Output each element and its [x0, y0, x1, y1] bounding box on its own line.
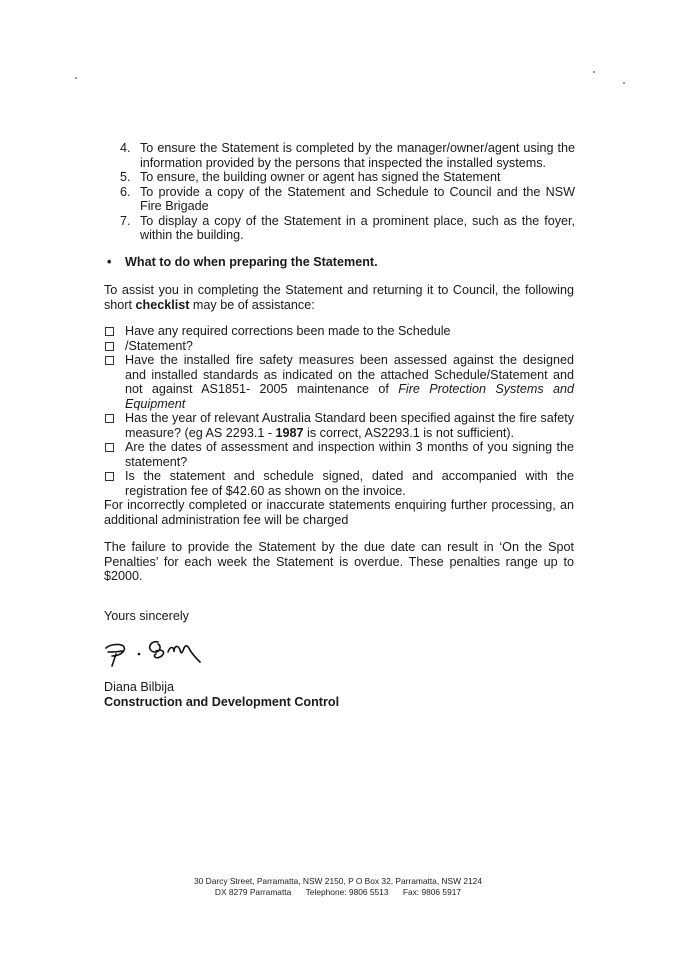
checklist-item: [104, 324, 574, 339]
admin-fee-paragraph: For incorrectly completed or inaccurate statements enquiring further processing, an additional administration fee will be charged: [104, 498, 574, 527]
checkbox-icon: [105, 443, 114, 452]
scan-speck: [75, 77, 77, 79]
list-item: [120, 185, 575, 214]
closing-salutation: Yours sincerely: [104, 609, 189, 623]
footer-address: 30 Darcy Street, Parramatta, NSW 2150, P O Box 32, Parramatta, NSW 2124: [194, 876, 482, 886]
list-text: To provide a copy of the Statement and Schedule to Council and the NSW Fire Brigade: [140, 184, 575, 213]
page-footer: [0, 876, 676, 898]
list-text: To ensure the Statement is completed by the manager/owner/agent using the information provided by the persons that inspected the installed systems.: [140, 141, 575, 170]
checklist-text: Have the installed fire safety measures been assessed against the designed and installed standards as indicated on the attached Schedule/Statement and not against AS1851- 2005 maintenance of: [125, 353, 574, 396]
checkbox-icon: [105, 472, 114, 481]
intro-bold-text: checklist: [135, 297, 190, 312]
checklist-text: /Statement?: [125, 338, 193, 353]
footer-telephone: Telephone: 9806 5513: [305, 887, 389, 897]
bullet-icon: •: [107, 255, 112, 269]
checkbox-icon: [105, 342, 114, 351]
list-item: [120, 214, 575, 243]
checklist-bold-text: 1987: [275, 425, 304, 440]
footer-contact-line: [0, 887, 676, 898]
checklist-item: [104, 440, 574, 469]
intro-text-end: may be of assistance:: [189, 297, 315, 312]
checklist: [104, 324, 574, 498]
footer-fax: Fax: 9806 5917: [402, 887, 462, 897]
scan-speck: [593, 71, 595, 73]
list-number: 6.: [120, 184, 131, 199]
list-number: 7.: [120, 213, 131, 228]
list-item: [120, 141, 575, 170]
list-number: 4.: [120, 141, 131, 155]
section-heading: [107, 255, 378, 270]
checklist-text: Is the statement and schedule signed, dated and accompanied with the registration fee of $42.60 as shown on the invoice.: [125, 469, 574, 498]
intro-text: To assist you in completing the Statement and returning it to Council, the following short: [104, 283, 574, 312]
handwritten-signature: [100, 632, 230, 674]
scan-speck: [623, 82, 625, 84]
checklist-text-end: is correct, AS2293.1 is not sufficient).: [303, 425, 515, 440]
list-number: 5.: [120, 170, 131, 184]
list-text: To ensure, the building owner or agent has signed the Statement: [140, 170, 501, 184]
checklist-item: [104, 353, 574, 411]
checklist-text: Are the dates of assessment and inspection within 3 months of you signing the statement?: [125, 440, 574, 469]
intro-paragraph: [104, 283, 574, 312]
checklist-item: [104, 411, 574, 440]
list-item: [120, 170, 575, 185]
section-heading-text: What to do when preparing the Statement.: [125, 255, 378, 269]
checkbox-icon: [105, 356, 114, 365]
checklist-item: [104, 469, 574, 498]
signatory-department: Construction and Development Control: [104, 695, 340, 709]
checklist-text: Has the year of relevant Australia Standard been specified against the fire safety measure? (eg AS 2293.1 -: [125, 411, 574, 440]
checklist-item: [104, 339, 574, 354]
checkbox-icon: [105, 414, 114, 423]
checkbox-icon: [105, 327, 114, 336]
signatory-name: Diana Bilbija: [104, 680, 175, 694]
responsibilities-list: [120, 141, 575, 243]
checklist-text: Have any required corrections been made to the Schedule: [125, 324, 451, 338]
list-text: To display a copy of the Statement in a prominent place, such as the foyer, within the building.: [140, 213, 575, 242]
footer-dx: DX 8279 Parramatta: [214, 887, 292, 897]
checklist-italic-text: Fire Protection Systems and Equipment: [125, 382, 575, 411]
penalties-paragraph: The failure to provide the Statement by the due date can result in ‘On the Spot Penalties’ for each week the Statement is overdue. These penalties range up to $2000.: [104, 540, 574, 583]
